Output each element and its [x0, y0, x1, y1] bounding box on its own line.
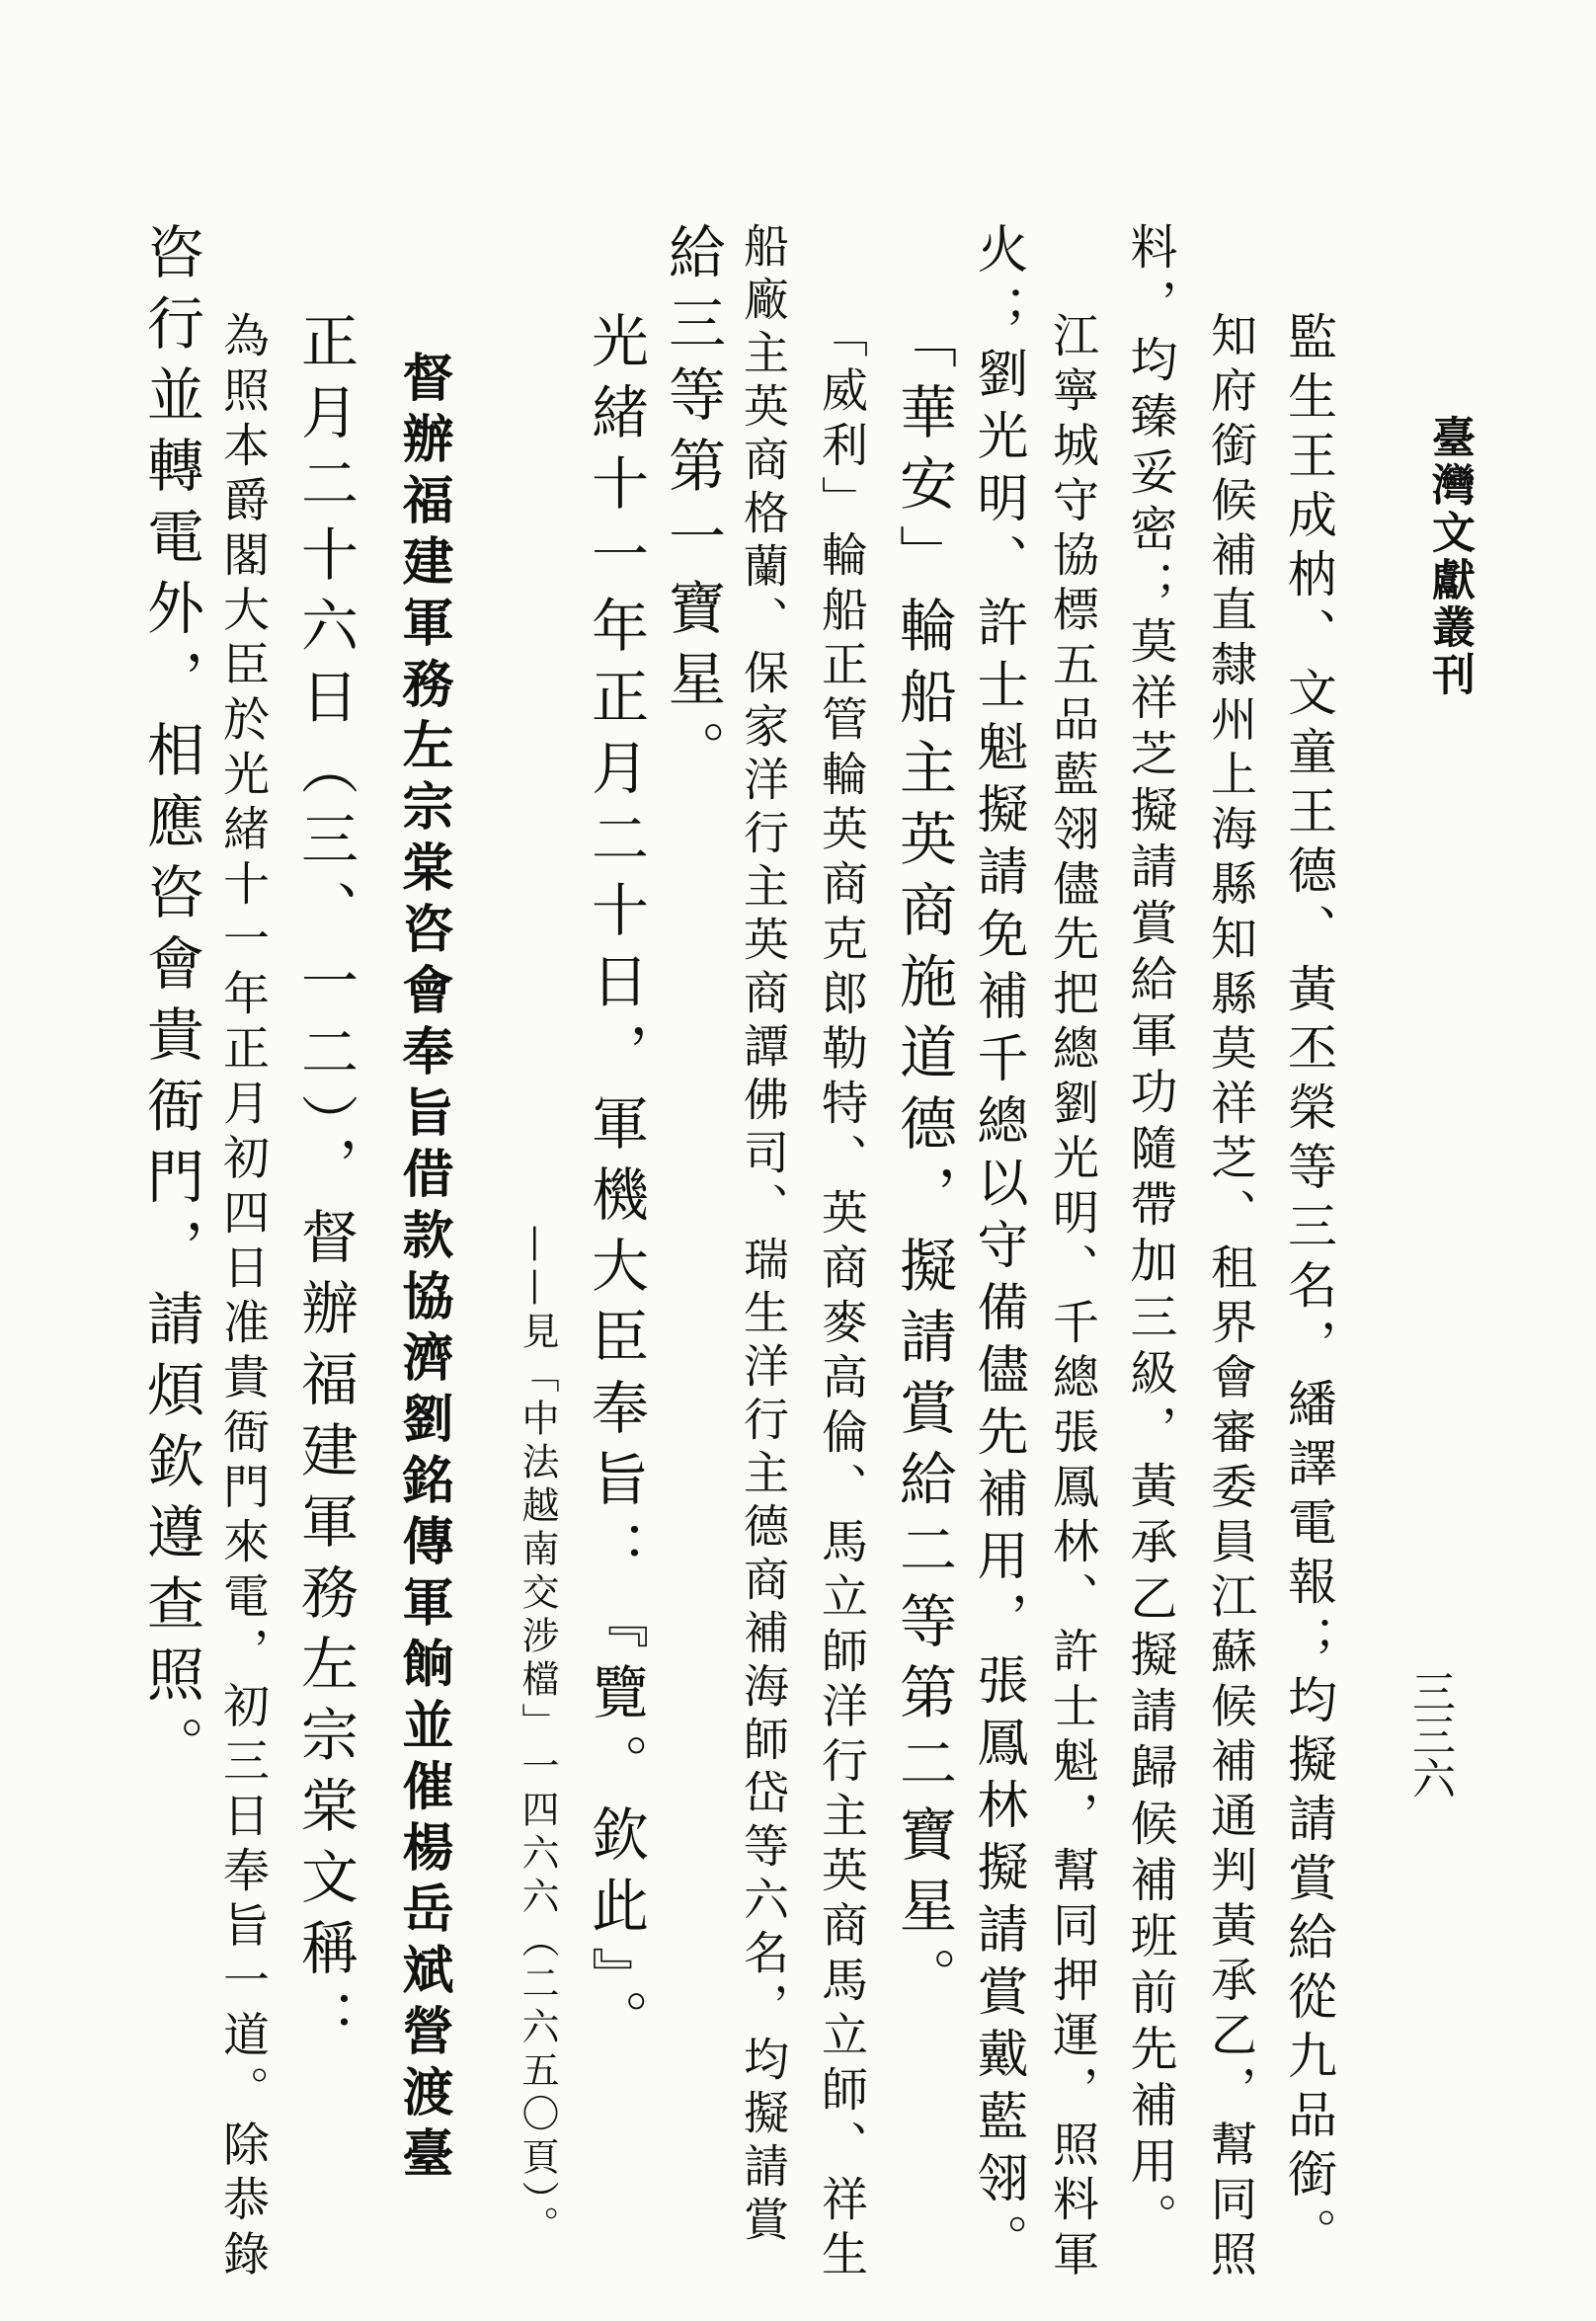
text-column: 咨行並轉電外，相應咨會貴衙門，請煩欽遵查照。: [137, 222, 204, 1787]
text-column: 「威利」輪船正管輪英商克郎勒特、英商麥高倫、馬立師洋行主英商馬立師、祥生: [814, 311, 868, 2284]
text-column: 監生王成枘、文童王德、黃丕榮等三名，繙譯電報；均擬請賞給從九品銜。: [1280, 311, 1337, 2267]
text-column: 為照本爵閣大臣於光緒十一年正月初四日准貴衙門來電，初三日奉旨一道。除恭錄: [215, 311, 270, 2284]
text-column: 給三等第一寶星。: [659, 222, 726, 791]
text-column: 知府銜候補直隸州上海縣知縣莫祥芝、租界會審委員江蘇候補通判黃承乙，幫同照: [1203, 311, 1257, 2284]
text-column: 「華安」輪船主英商施道德，擬請賞給二等第二寶星。: [890, 311, 957, 2018]
text-column: 船廠主英商格蘭、保家洋行主英商譚佛司、瑞生洋行主德商補海師岱等六名，均擬請賞: [737, 222, 790, 2249]
source-citation: ——見「中法越南交涉檔」一四六六（二六五〇頁）。: [516, 1225, 559, 2249]
section-heading: 督辦福建軍務左宗棠咨會奉旨借款協濟劉銘傳軍餉並催楊岳斌營渡臺: [393, 351, 453, 2188]
text-column: 光緒十一年正月二十日，軍機大臣奉旨：『覽。欽此』。: [582, 311, 649, 2060]
text-column: 江寧城守協標五品藍翎儘先把總劉光明、千總張鳳林、許士魁，幫同押運，照料軍: [1045, 311, 1099, 2284]
text-column: 正月二十六日（三、一二），督辦福建軍務左宗棠文稱：: [291, 311, 359, 2060]
running-header-title: 臺灣文獻叢刊: [1424, 415, 1475, 699]
text-column: 火；劉光明、許士魁擬請免補千總以守備儘先補用，張鳳林擬請賞戴藍翎。: [968, 222, 1027, 2276]
text-column: 料，均臻妥密；莫祥芝擬請賞給軍功隨帶加三級，黃承乙擬請歸候補班前先補用。: [1122, 222, 1177, 2249]
page-number: 三三六: [1404, 1669, 1455, 1800]
